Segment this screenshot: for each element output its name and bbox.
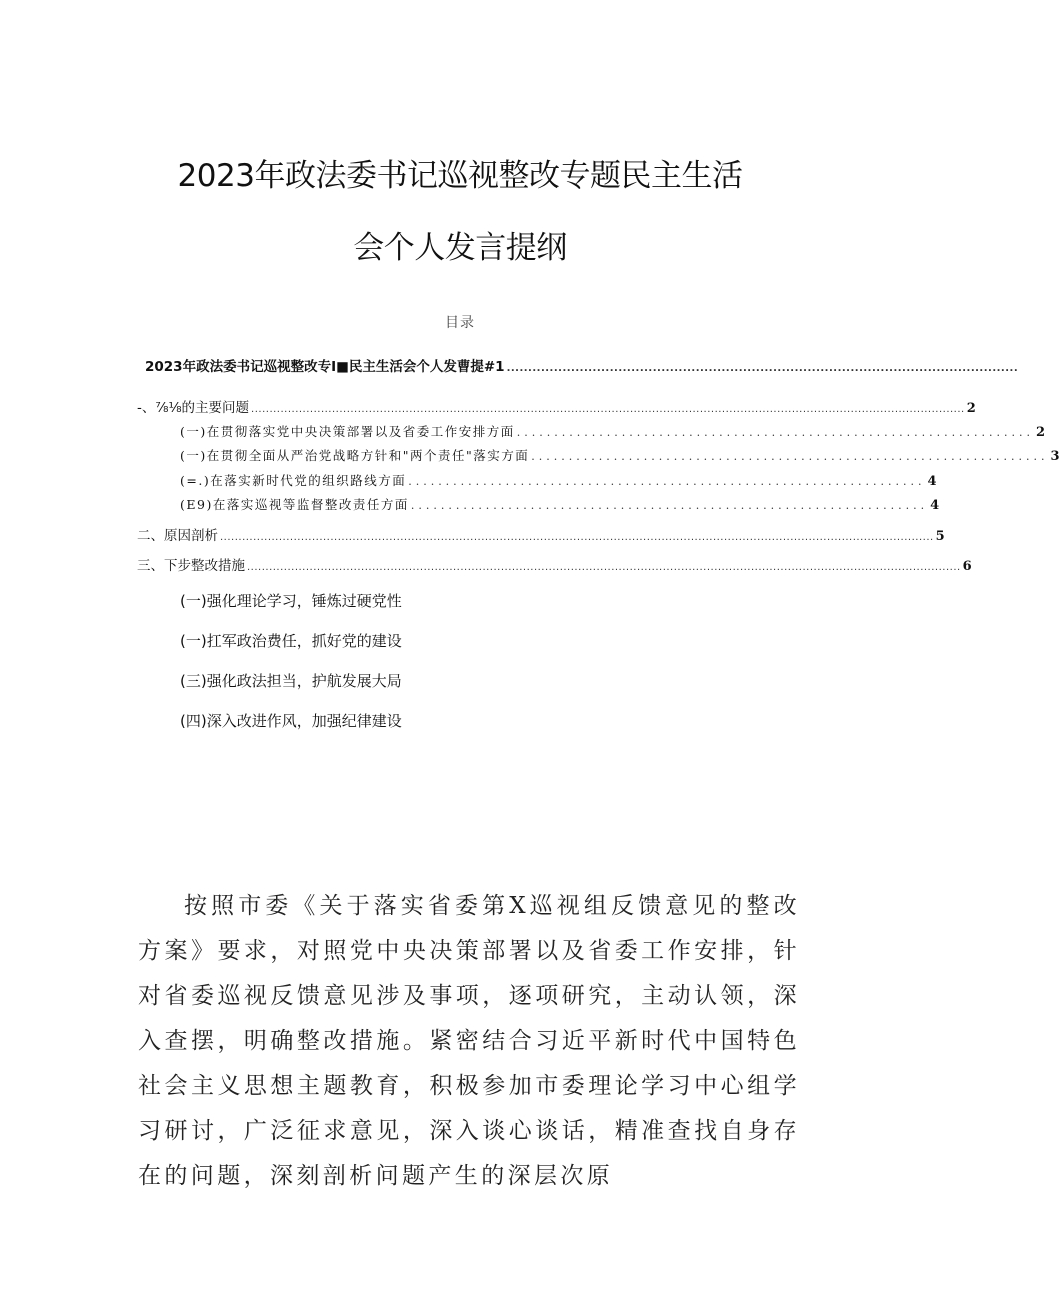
- toc-entry-subsection-3[interactable]: [180, 471, 939, 489]
- toc-leader-dots: ..................................................................................................................................................................................................: [247, 562, 961, 573]
- toc-entry-label: (一)在贯彻落实党中央决策部署以及省委工作安排方面: [180, 424, 515, 439]
- toc-entry-label: -、⅞⅛的主要问题: [137, 400, 250, 416]
- toc-entry-subsection-4[interactable]: [180, 495, 941, 513]
- toc-leader-dots: .....................................................................: [408, 475, 926, 488]
- toc-heading: 目录: [445, 315, 475, 331]
- toc-page-number: 4: [930, 498, 941, 513]
- toc-leader-dots: .......................................................................................................................: [506, 363, 1019, 374]
- toc-entry-label: (一)在贯彻全面从严治党战略方针和"两个责任"落实方面: [180, 448, 530, 463]
- toc-sub-item-3[interactable]: (三)强化政法担当，护航发展大局: [180, 672, 402, 690]
- toc-entry-rectification-measures[interactable]: [137, 554, 972, 574]
- toc-page-number: 2: [966, 401, 976, 416]
- toc-main-entry[interactable]: [145, 355, 1019, 375]
- toc-main-entry-label: 2023年政法委书记巡视整改专I■民主生活会个人发曹提#1: [145, 359, 505, 375]
- toc-entry-label: 二、原因剖析: [137, 528, 218, 544]
- document-title-line-1: 2023年政法委书记巡视整改专题民主生活: [177, 158, 743, 194]
- toc-leader-dots: .....................................................................: [531, 450, 1049, 463]
- toc-entry-label: (E9)在落实巡视等监督整改责任方面: [180, 497, 409, 512]
- toc-entry-label: (=.)在落实新时代党的组织路线方面: [180, 473, 407, 488]
- toc-leader-dots: .....................................................................: [410, 499, 929, 512]
- toc-entry-label: 三、下步整改措施: [137, 558, 245, 574]
- toc-sub-item-4[interactable]: (四)深入改进作风，加强纪律建设: [180, 712, 402, 730]
- toc-sub-item-2[interactable]: (一)扛军政治费任，抓好党的建设: [180, 632, 402, 650]
- toc-page-number: 6: [962, 559, 972, 574]
- toc-entry-subsection-1[interactable]: [180, 422, 1047, 440]
- toc-leader-dots: ..................................................................................................................................................................................................: [251, 404, 965, 415]
- document-title-line-2: 会个人发言提纲: [353, 230, 567, 266]
- toc-entry-subsection-2[interactable]: [180, 446, 1061, 464]
- toc-page-number: 2: [1036, 425, 1047, 440]
- toc-page-number: 3: [1050, 449, 1061, 464]
- toc-sub-item-1[interactable]: (一)强化理论学习，锤炼过硬党性: [180, 592, 402, 610]
- body-paragraph: 按照市委《关于落实省委第X巡视组反馈意见的整改方案》要求，对照党中央决策部署以及省委工作安排，针对省委巡视反馈意见涉及事项，逐项研究，主动认领，深入查摆，明确整改措施。紧密结合习近平新时代中国特色社会主义思想主题教育，积极参加市委理论学习中心组学习研讨，广泛征求意见，深入谈心谈话，精准查找自身存在的问题，深刻剖析问题产生的深层次原: [138, 893, 800, 1189]
- toc-entry-main-problems[interactable]: [137, 396, 976, 416]
- toc-entry-cause-analysis[interactable]: [137, 524, 945, 544]
- toc-leader-dots: ..................................................................................................................................................................................................: [220, 532, 934, 543]
- toc-page-number: 5: [935, 529, 945, 544]
- toc-leader-dots: .....................................................................: [516, 426, 1035, 439]
- toc-page-number: 4: [927, 474, 939, 489]
